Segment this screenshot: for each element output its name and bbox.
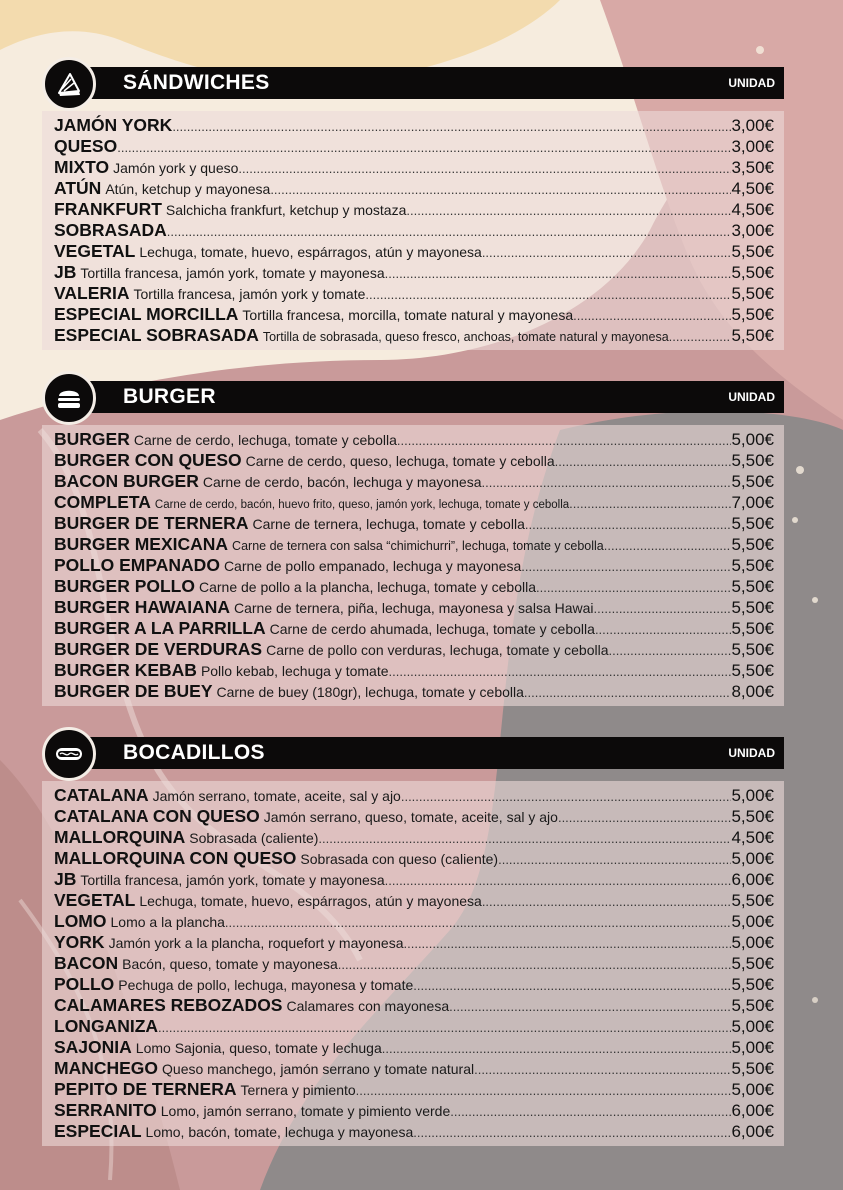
menu-item	[54, 178, 774, 199]
menu-item	[54, 995, 774, 1016]
menu-item	[54, 848, 774, 869]
item-description: Carne de pollo empanado, lechuga y mayonesa	[223, 558, 522, 574]
menu-item	[54, 660, 774, 681]
item-description: Pollo kebab, lechuga y tomate	[200, 663, 389, 679]
item-description: Lomo Sajonia, queso, tomate y lechuga	[135, 1040, 382, 1056]
item-name: MALLORQUINA CON QUESO	[54, 848, 297, 868]
section-title: BURGER	[123, 385, 216, 408]
item-description: Carne de ternera, lechuga, tomate y cebolla	[252, 516, 525, 532]
item-price: 6,00€	[731, 1122, 774, 1141]
menu-item	[54, 555, 774, 576]
dot-leader	[338, 954, 732, 974]
item-price: 5,00€	[731, 1080, 774, 1099]
item-description: Lechuga, tomate, huevo, espárragos, atún y mayonesa	[139, 244, 482, 260]
menu-item	[54, 513, 774, 534]
dot-leader	[270, 179, 731, 199]
item-description: Lomo, bacón, tomate, lechuga y mayonesa	[145, 1124, 414, 1140]
item-name: COMPLETA	[54, 492, 151, 512]
section-sandwiches	[42, 67, 784, 350]
dot-leader	[167, 221, 732, 241]
dot-leader	[474, 1059, 731, 1079]
item-name: VEGETAL	[54, 890, 136, 910]
menu-item	[54, 890, 774, 911]
menu-item	[54, 597, 774, 618]
menu-item	[54, 199, 774, 220]
section-header	[76, 737, 784, 769]
item-description: Tortilla francesa, jamón york, tomate y mayonesa	[80, 872, 385, 888]
item-name: CATALANA	[54, 785, 149, 805]
item-price: 8,00€	[731, 682, 774, 701]
item-name: JB	[54, 262, 77, 282]
item-price: 5,00€	[731, 1017, 774, 1036]
item-description: Lechuga, tomate, huevo, espárragos, atún y mayonesa	[139, 893, 482, 909]
dot-leader	[595, 619, 732, 639]
dot-leader	[389, 661, 732, 681]
item-price: 4,50€	[731, 200, 774, 219]
item-name: POLLO	[54, 974, 115, 994]
item-description: Carne de cerdo, bacón, huevo frito, queso, jamón york, lechuga, tomate y cebolla	[154, 499, 570, 511]
item-description: Sobrasada (caliente)	[189, 830, 319, 846]
section-title: BOCADILLOS	[123, 741, 265, 764]
item-name: BACON BURGER	[54, 471, 199, 491]
dot-leader	[609, 640, 732, 660]
item-description: Salchicha frankfurt, ketchup y mostaza	[165, 202, 407, 218]
menu-item	[54, 576, 774, 597]
item-description: Lomo a la plancha	[110, 914, 225, 930]
item-name: BURGER HAWAIANA	[54, 597, 230, 617]
item-name: MIXTO	[54, 157, 110, 177]
item-name: SERRANITO	[54, 1100, 157, 1120]
item-name: ESPECIAL SOBRASADA	[54, 325, 259, 345]
item-name: LOMO	[54, 911, 107, 931]
dot-leader	[524, 682, 732, 702]
item-name: CALAMARES REBOZADOS	[54, 995, 283, 1015]
item-name: BURGER DE TERNERA	[54, 513, 249, 533]
item-price: 5,50€	[731, 598, 774, 617]
dot-leader	[356, 1080, 732, 1100]
item-price: 5,50€	[731, 891, 774, 910]
item-price: 3,00€	[731, 137, 774, 156]
item-name: JB	[54, 869, 77, 889]
dot-leader	[558, 807, 732, 827]
menu-item	[54, 639, 774, 660]
burger-icon	[42, 371, 96, 425]
dot-leader	[413, 975, 731, 995]
dot-leader	[401, 786, 732, 806]
item-price: 3,00€	[731, 116, 774, 135]
item-name: BACON	[54, 953, 119, 973]
menu-item	[54, 450, 774, 471]
item-price: 5,50€	[731, 535, 774, 554]
menu-list	[42, 781, 784, 1146]
dot-leader	[382, 1038, 732, 1058]
item-description: Carne de pollo a la plancha, lechuga, tomate y cebolla	[198, 579, 536, 595]
menu-item	[54, 471, 774, 492]
menu-item	[54, 325, 774, 346]
item-description: Tortilla francesa, morcilla, tomate natural y mayonesa	[242, 307, 574, 323]
item-price: 5,50€	[731, 640, 774, 659]
item-name: ESPECIAL	[54, 1121, 142, 1141]
menu-item	[54, 911, 774, 932]
menu-item	[54, 1121, 774, 1142]
item-description: Pechuga de pollo, lechuga, mayonesa y tomate	[118, 977, 414, 993]
item-description: Jamón serrano, queso, tomate, aceite, sal y ajo	[263, 809, 558, 825]
item-description: Carne de pollo con verduras, lechuga, tomate y cebolla	[266, 642, 609, 658]
dot-leader	[604, 535, 732, 555]
item-price: 6,00€	[731, 870, 774, 889]
item-description: Carne de ternera con salsa “chimichurri”, lechuga, tomate y cebolla	[232, 539, 604, 553]
unit-label: UNIDAD	[728, 76, 775, 90]
item-description: Tortilla francesa, jamón york y tomate	[133, 286, 366, 302]
item-description: Jamón york y queso	[113, 160, 239, 176]
item-price: 5,50€	[731, 619, 774, 638]
menu-item	[54, 806, 774, 827]
item-description: Lomo, jamón serrano, tomate y pimiento verde	[160, 1103, 451, 1119]
item-price: 5,00€	[731, 912, 774, 931]
item-description: Carne de ternera, piña, lechuga, mayonesa y salsa Hawai	[233, 600, 594, 616]
item-name: PEPITO DE TERNERA	[54, 1079, 237, 1099]
menu-item	[54, 429, 774, 450]
item-description: Atún, ketchup y mayonesa	[105, 181, 271, 197]
section-title: SÁNDWICHES	[123, 71, 270, 94]
dot-leader	[482, 472, 732, 492]
dot-leader	[117, 137, 731, 157]
menu-item	[54, 681, 774, 702]
dot-leader	[450, 1101, 731, 1121]
item-price: 3,00€	[731, 221, 774, 240]
menu-item	[54, 869, 774, 890]
item-price: 6,00€	[731, 1101, 774, 1120]
item-description: Jamón york a la plancha, roquefort y mayonesa	[108, 935, 404, 951]
menu-item	[54, 932, 774, 953]
item-description: Carne de cerdo ahumada, lechuga, tomate y cebolla	[269, 621, 595, 637]
item-price: 5,50€	[731, 242, 774, 261]
item-description: Carne de cerdo, queso, lechuga, tomate y cebolla	[245, 453, 555, 469]
menu-item	[54, 283, 774, 304]
item-name: BURGER KEBAB	[54, 660, 197, 680]
item-name: SOBRASADA	[54, 220, 167, 240]
dot-leader	[482, 242, 732, 262]
item-description: Bacón, queso, tomate y mayonesa	[122, 956, 338, 972]
item-price: 5,50€	[731, 263, 774, 282]
item-price: 5,00€	[731, 1038, 774, 1057]
dot-leader	[365, 284, 731, 304]
menu-item	[54, 534, 774, 555]
item-price: 3,50€	[731, 158, 774, 177]
item-name: BURGER MEXICANA	[54, 534, 229, 554]
item-name: SAJONIA	[54, 1037, 132, 1057]
item-price: 5,00€	[731, 786, 774, 805]
section-header	[76, 381, 784, 413]
item-price: 5,50€	[731, 305, 774, 324]
dot-leader	[482, 891, 732, 911]
dot-leader	[413, 1122, 731, 1142]
dot-leader	[397, 430, 732, 450]
item-price: 5,50€	[731, 954, 774, 973]
dot-leader	[498, 849, 731, 869]
sandwich-icon	[42, 57, 96, 111]
item-price: 5,50€	[731, 1059, 774, 1078]
dot-leader	[594, 598, 732, 618]
dot-leader	[406, 200, 731, 220]
item-price: 5,50€	[731, 577, 774, 596]
dot-leader	[158, 1017, 731, 1037]
item-price: 7,00€	[731, 493, 774, 512]
section-bocadillos	[42, 737, 784, 1146]
item-price: 5,50€	[731, 996, 774, 1015]
menu-item	[54, 618, 774, 639]
item-description: Ternera y pimiento	[240, 1082, 356, 1098]
item-name: MANCHEGO	[54, 1058, 159, 1078]
item-price: 5,50€	[731, 472, 774, 491]
item-name: BURGER CON QUESO	[54, 450, 242, 470]
dot-leader	[172, 116, 731, 136]
menu-item	[54, 220, 774, 241]
unit-label: UNIDAD	[728, 746, 775, 760]
item-description: Carne de cerdo, lechuga, tomate y cebolla	[133, 432, 397, 448]
item-name: BURGER DE BUEY	[54, 681, 213, 701]
unit-label: UNIDAD	[728, 390, 775, 404]
item-price: 5,00€	[731, 430, 774, 449]
item-description: Sobrasada con queso (caliente)	[300, 851, 499, 867]
item-description: Queso manchego, jamón serrano y tomate natural	[162, 1061, 475, 1077]
menu-item	[54, 827, 774, 848]
menu-item	[54, 1016, 774, 1037]
menu-item	[54, 1037, 774, 1058]
menu-item	[54, 136, 774, 157]
item-description: Carne de cerdo, bacón, lechuga y mayonesa	[202, 474, 482, 490]
dot-leader	[385, 263, 732, 283]
item-description: Jamón serrano, tomate, aceite, sal y ajo	[152, 788, 401, 804]
dot-leader	[449, 996, 731, 1016]
menu-item	[54, 241, 774, 262]
dot-leader	[385, 870, 732, 890]
dot-leader	[536, 577, 731, 597]
menu-item	[54, 1100, 774, 1121]
item-price: 4,50€	[731, 828, 774, 847]
item-price: 5,50€	[731, 556, 774, 575]
item-price: 5,50€	[731, 975, 774, 994]
dot-leader	[225, 912, 732, 932]
item-name: ATÚN	[54, 178, 102, 198]
item-name: POLLO EMPANADO	[54, 555, 220, 575]
item-name: ESPECIAL MORCILLA	[54, 304, 239, 324]
item-price: 5,50€	[731, 514, 774, 533]
item-name: BURGER A LA PARRILLA	[54, 618, 266, 638]
menu-item	[54, 304, 774, 325]
item-name: BURGER POLLO	[54, 576, 195, 596]
dot-leader	[521, 556, 731, 576]
item-price: 5,00€	[731, 933, 774, 952]
item-description: Carne de buey (180gr), lechuga, tomate y cebolla	[216, 684, 524, 700]
item-name: BURGER DE VERDURAS	[54, 639, 263, 659]
item-description: Tortilla de sobrasada, queso fresco, anchoas, tomate natural y mayonesa	[262, 330, 669, 344]
item-description: Calamares con mayonesa	[286, 998, 450, 1014]
item-name: YORK	[54, 932, 105, 952]
item-name: VALERIA	[54, 283, 130, 303]
menu-item	[54, 974, 774, 995]
menu-item	[54, 262, 774, 283]
item-price: 5,50€	[731, 807, 774, 826]
dot-leader	[555, 451, 732, 471]
item-name: CATALANA CON QUESO	[54, 806, 260, 826]
dot-leader	[238, 158, 731, 178]
dot-leader	[573, 305, 731, 325]
section-burger	[42, 381, 784, 706]
menu-item	[54, 157, 774, 178]
item-description: Tortilla francesa, jamón york, tomate y mayonesa	[80, 265, 385, 281]
dot-leader	[404, 933, 732, 953]
item-price: 5,00€	[731, 849, 774, 868]
item-price: 5,50€	[731, 326, 774, 345]
item-name: VEGETAL	[54, 241, 136, 261]
dot-leader	[318, 828, 731, 848]
menu-item	[54, 115, 774, 136]
menu-list	[42, 111, 784, 350]
item-price: 5,50€	[731, 284, 774, 303]
item-name: BURGER	[54, 429, 130, 449]
item-price: 5,50€	[731, 451, 774, 470]
dot-leader	[669, 326, 732, 346]
menu-item	[54, 785, 774, 806]
section-header	[76, 67, 784, 99]
item-name: MALLORQUINA	[54, 827, 186, 847]
menu-item	[54, 492, 774, 513]
menu-list	[42, 425, 784, 706]
item-name: JAMÓN YORK	[54, 115, 173, 135]
item-name: FRANKFURT	[54, 199, 162, 219]
item-price: 5,50€	[731, 661, 774, 680]
item-price: 4,50€	[731, 179, 774, 198]
item-name: QUESO	[54, 136, 118, 156]
item-name: LONGANIZA	[54, 1016, 159, 1036]
dot-leader	[525, 514, 732, 534]
menu-item	[54, 1058, 774, 1079]
menu-item	[54, 1079, 774, 1100]
menu-item	[54, 953, 774, 974]
hotdog-icon	[42, 727, 96, 781]
dot-leader	[569, 493, 731, 513]
